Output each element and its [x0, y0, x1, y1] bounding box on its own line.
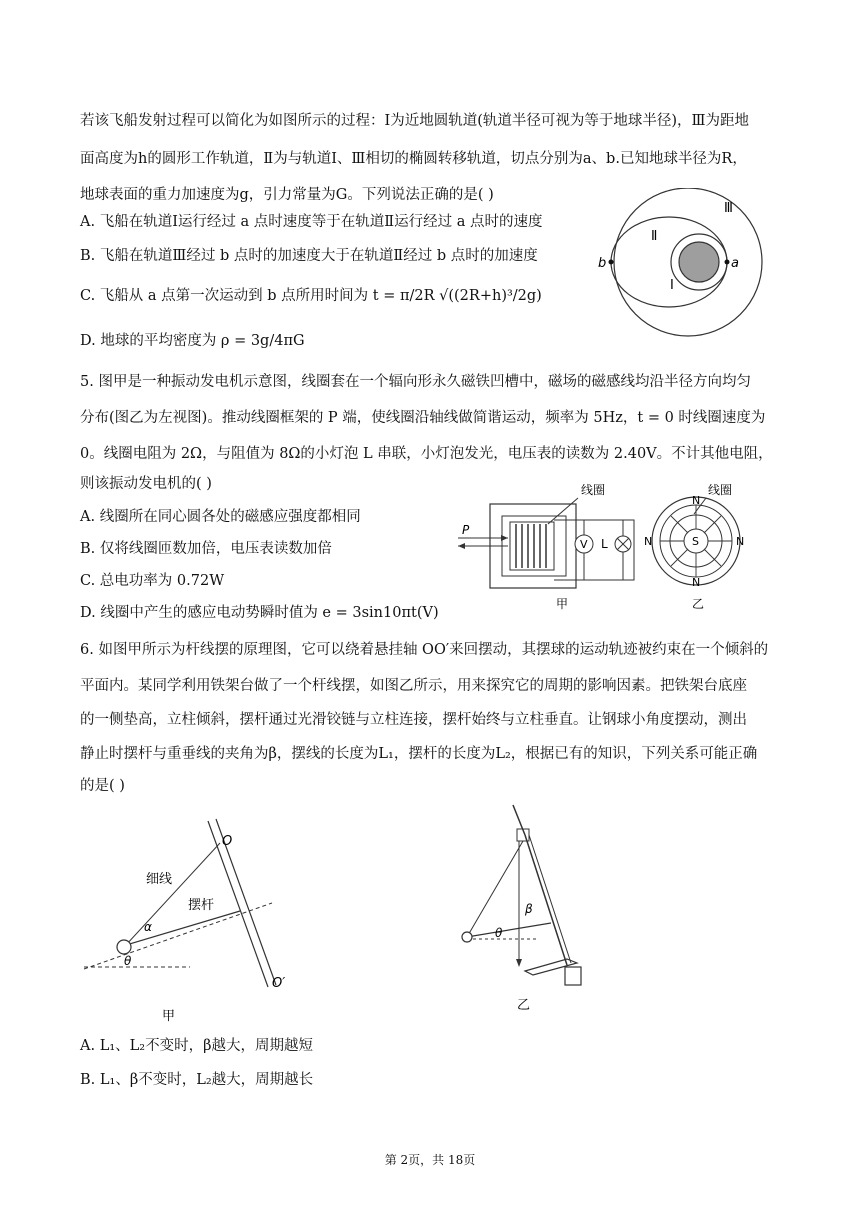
q4-line-1: 若该飞船发射过程可以简化为如图所示的过程：Ⅰ为近地圆轨道(轨道半径可视为等于地球半径)，Ⅲ为距地: [80, 113, 750, 129]
generator-figure-jia: [456, 480, 746, 615]
orbit-figure: [596, 188, 776, 348]
q5-option-a: A. 线圈所在同心圆各处的磁感应强度都相同: [80, 509, 361, 525]
label-theta-yi: θ: [495, 926, 503, 940]
pendulum-figure-jia: [80, 815, 320, 1030]
q4-line-3: 地球表面的重力加速度为g，引力常量为G。下列说法正确的是( ): [80, 187, 494, 203]
q4-option-b: B. 飞船在轨道Ⅲ经过 b 点时的加速度大于在轨道Ⅱ经过 b 点时的加速度: [80, 248, 538, 264]
q4-line-2: 面高度为h的圆形工作轨道，Ⅱ为与轨道Ⅰ、Ⅲ相切的椭圆转移轨道，切点分别为a、b.已知地球半径为R，: [80, 151, 747, 167]
label-orbit-1: Ⅰ: [670, 278, 674, 293]
label-L: L: [601, 537, 608, 551]
q6-option-b: B. L₁、β不变时，L₂越大，周期越长: [80, 1072, 314, 1088]
q5-line-2: 分布(图乙为左视图)。推动线圈框架的 P 端，使线圈沿轴线做简谐运动，频率为 5Hz，t = 0 时线圈速度为: [80, 410, 766, 426]
label-rod: 摆杆: [188, 898, 215, 913]
q6-line-5: 的是( ): [80, 778, 125, 794]
label-point-a: a: [731, 256, 739, 271]
point-b-dot: [609, 260, 614, 265]
q4-option-d: D. 地球的平均密度为 ρ = 3g/4πG: [80, 333, 305, 349]
q6-line-1: 6. 如图甲所示为杆线摆的原理图，它可以绕着悬挂轴 OO′来回摆动，其摆球的运动轨迹被约束在一个倾斜的: [80, 642, 769, 658]
label-O-prime: O′: [272, 976, 286, 991]
label-alpha: α: [144, 920, 152, 934]
label-N-top: N: [692, 494, 701, 507]
label-beta: β: [525, 902, 533, 916]
q5-option-c: C. 总电功率为 0.72W: [80, 573, 225, 589]
q6-option-a: A. L₁、L₂不变时，β越大，周期越短: [80, 1038, 313, 1054]
label-theta: θ: [124, 954, 132, 968]
page-footer: 第 2页，共 18页: [384, 1153, 476, 1167]
label-point-b: b: [598, 256, 607, 271]
label-O: O: [222, 834, 233, 849]
label-orbit-3: Ⅲ: [724, 201, 733, 216]
q5-line-3: 0。线圈电阻为 2Ω，与阻值为 8Ω的小灯泡 L 串联，小灯泡发光，电压表的读数为 2.40V。不计其他电阻，: [80, 446, 773, 462]
label-yi-6: 乙: [517, 998, 531, 1013]
pendulum-ball-icon: [117, 940, 131, 954]
support-block: [565, 967, 581, 985]
q4-option-c: C. 飞船从 a 点第一次运动到 b 点所用时间为 t = π/2R √((2R+h)³/2g): [80, 288, 542, 304]
earth-icon: [679, 242, 719, 282]
q6-line-4: 静止时摆杆与重垂线的夹角为β，摆线的长度为L₁，摆杆的长度为L₂，根据已有的知识，下列关系可能正确: [80, 746, 758, 762]
q5-line-1: 5. 图甲是一种振动发电机示意图，线圈套在一个辐向形永久磁铁凹槽中，磁场的磁感线均沿半径方向均匀: [80, 374, 751, 390]
q4-option-a: A. 飞船在轨道Ⅰ运行经过 a 点时速度等于在轨道Ⅱ运行经过 a 点时的速度: [80, 214, 543, 230]
label-V: V: [580, 538, 588, 551]
label-N-bottom: N: [692, 576, 701, 589]
label-P: P: [462, 523, 470, 537]
label-thread: 细线: [146, 872, 173, 887]
steel-ball-icon: [462, 932, 472, 942]
label-orbit-2: Ⅱ: [651, 229, 658, 244]
q6-line-2: 平面内。某同学利用铁架台做了一个杆线摆，如图乙所示，用来探究它的周期的影响因素。把铁架台底座: [80, 678, 747, 694]
label-coil-yi: 线圈: [708, 483, 733, 497]
label-jia-6: 甲: [162, 1009, 176, 1024]
label-S: S: [692, 535, 699, 548]
label-yi-5: 乙: [692, 597, 705, 611]
stand-rod: [525, 835, 567, 965]
point-a-dot: [725, 260, 730, 265]
q5-line-4: 则该振动发电机的( ): [80, 476, 212, 492]
label-N-left: N: [644, 535, 653, 548]
q5-option-b: B. 仅将线圈匝数加倍，电压表读数加倍: [80, 541, 332, 557]
pendulum-figure-yi: [455, 803, 595, 1018]
label-N-right: N: [736, 535, 745, 548]
q5-option-d: D. 线圈中产生的感应电动势瞬时值为 e = 3sin10πt(V): [80, 605, 439, 621]
q6-line-3: 的一侧垫高，立柱倾斜，摆杆通过光滑铰链与立柱连接，摆杆始终与立柱垂直。让钢球小角度摆动，测出: [80, 712, 747, 728]
label-jia-5: 甲: [556, 597, 569, 611]
label-coil-jia: 线圈: [581, 483, 606, 497]
